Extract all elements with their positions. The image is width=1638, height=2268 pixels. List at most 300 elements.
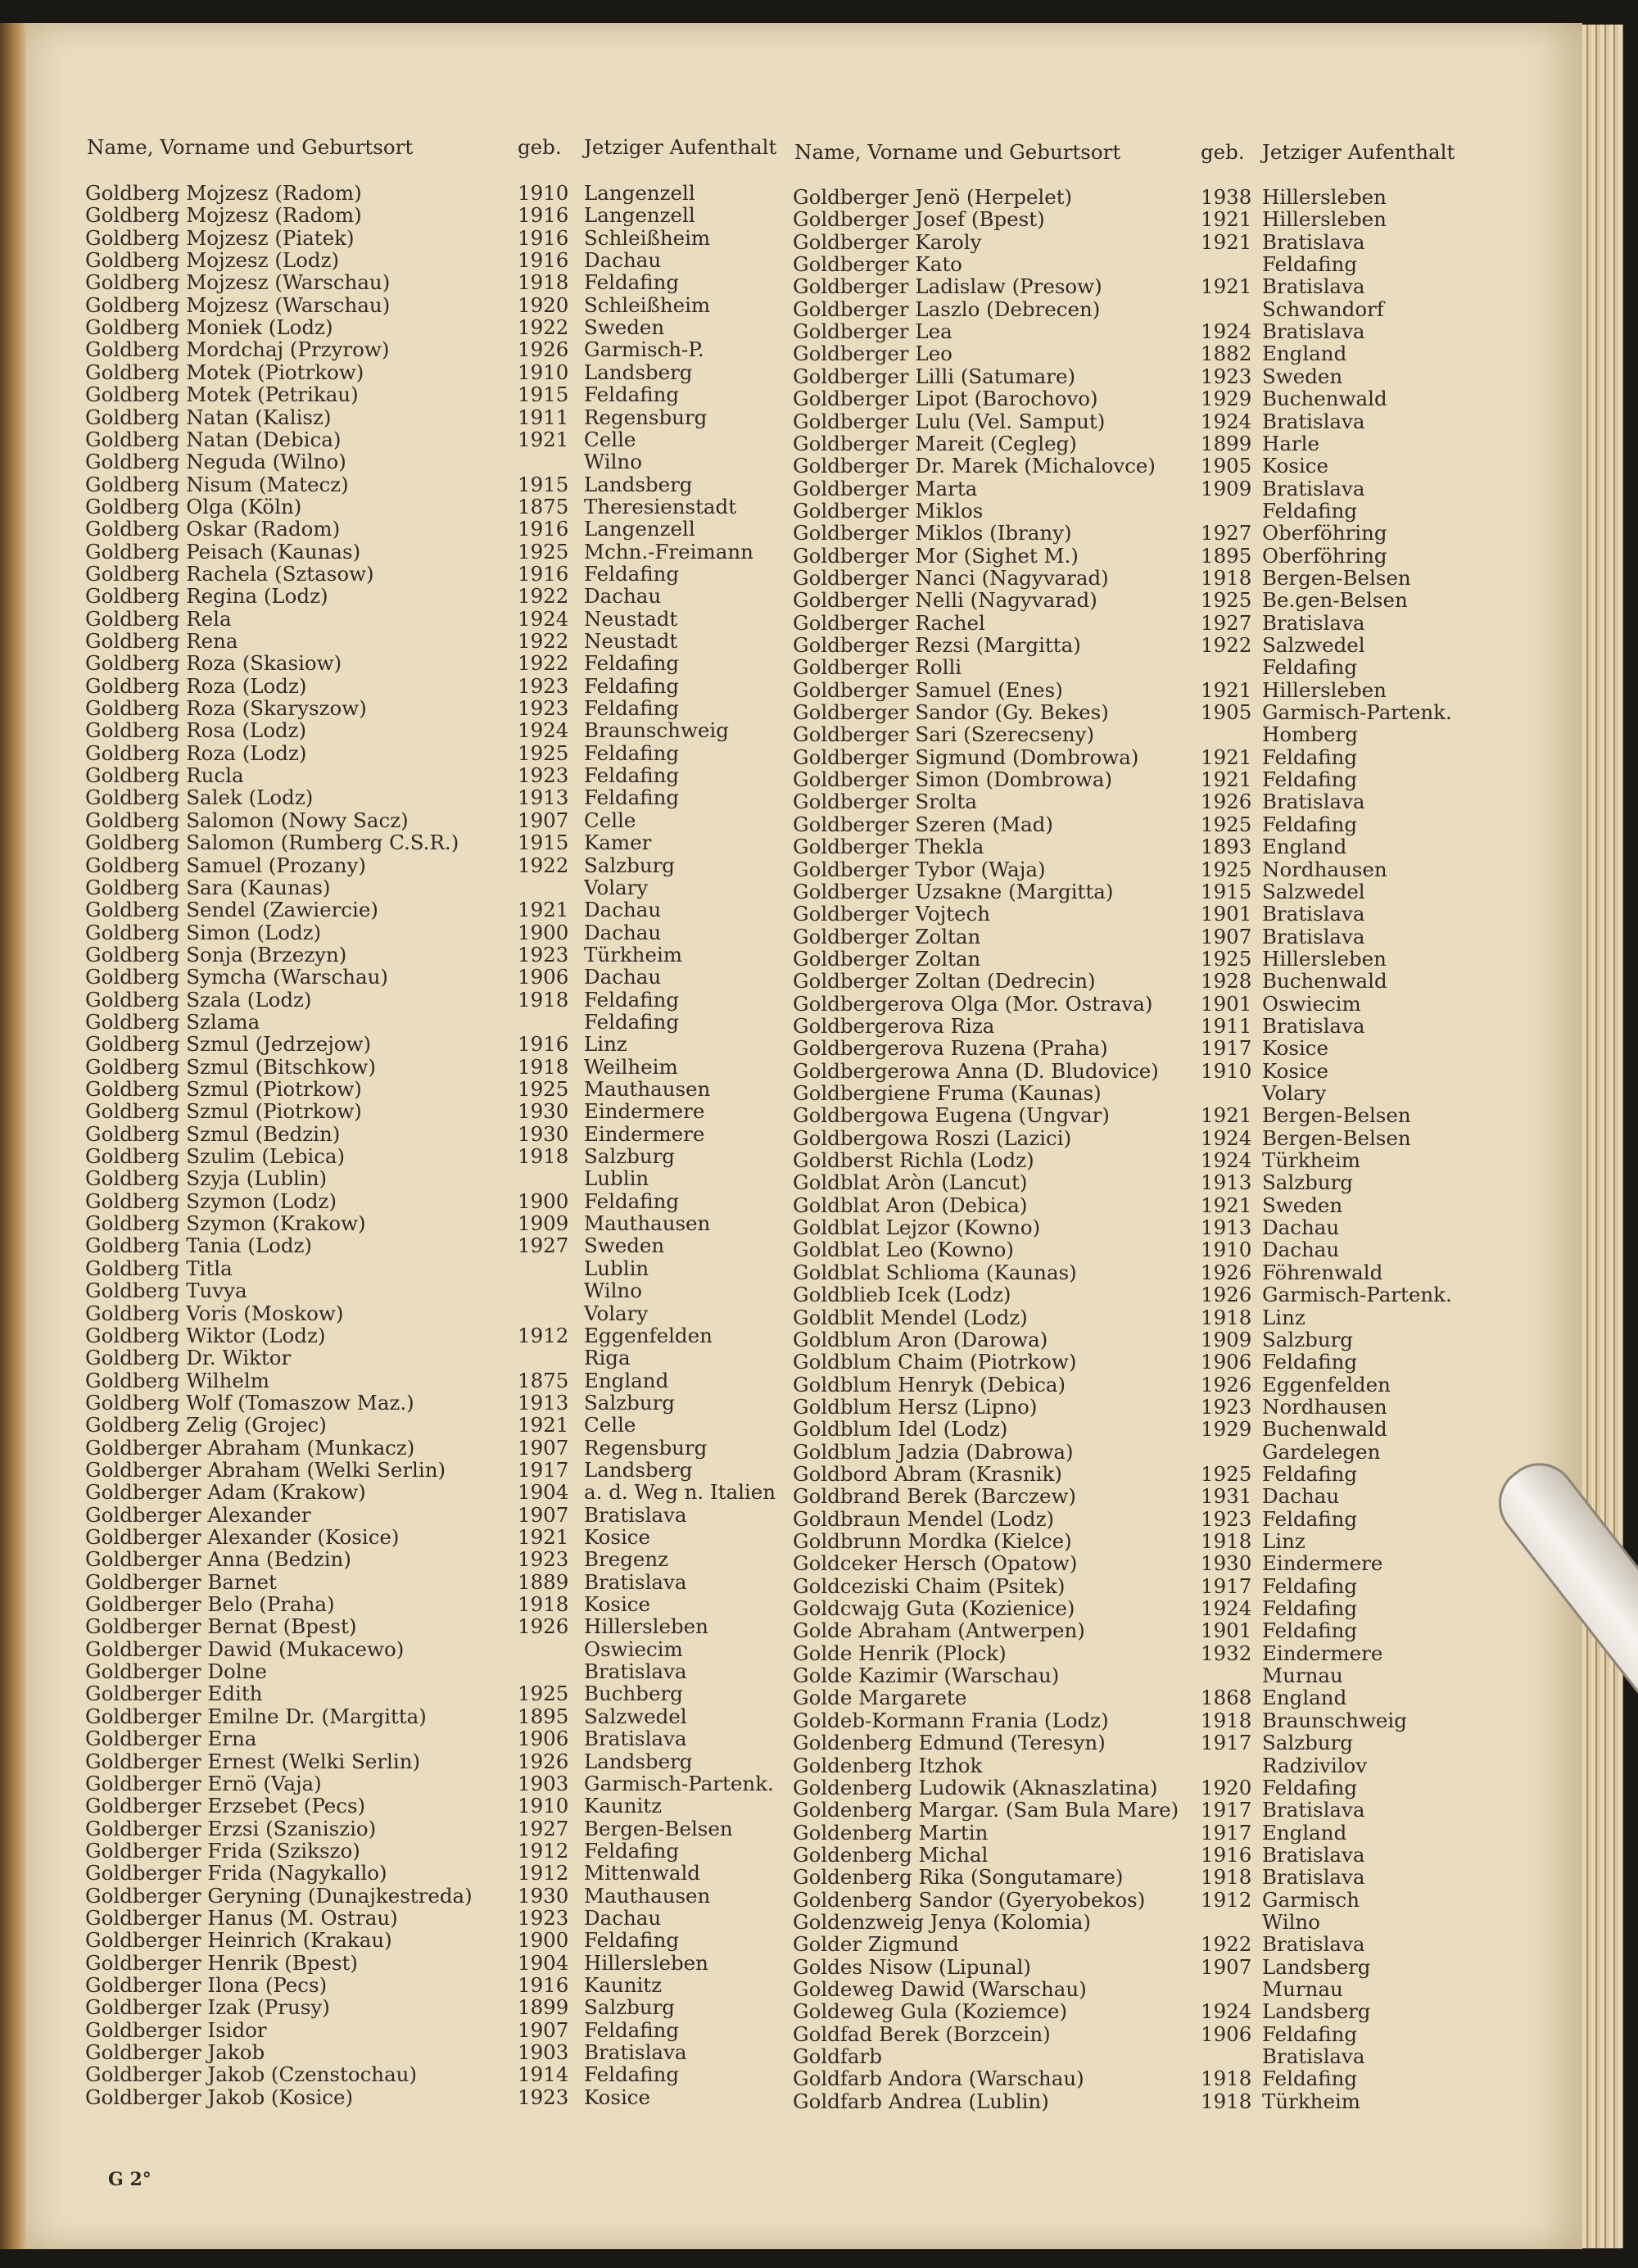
entry-name: Goldberg Peisach (Kaunas) bbox=[85, 539, 361, 564]
entry-place: Wilno bbox=[584, 1279, 642, 1303]
entry-name: Goldberger Tybor (Waja) bbox=[793, 857, 1046, 881]
entry-name: Goldblat Lejzor (Kowno) bbox=[793, 1215, 1041, 1240]
entry-name: Goldbergowa Eugena (Ungvar) bbox=[793, 1103, 1110, 1128]
entry-place: Türkheim bbox=[1262, 2089, 1361, 2113]
entry-name: Goldblum Aron (Darowa) bbox=[793, 1327, 1048, 1351]
entry-name: Goldenberg Michal bbox=[793, 1842, 989, 1867]
document-page bbox=[26, 23, 1582, 2249]
entry-place: Dachau bbox=[584, 1905, 662, 1930]
entry-place: Kosice bbox=[1262, 1036, 1329, 1061]
entry-place: Salzburg bbox=[584, 1995, 675, 2020]
entry-name: Goldberger Josef (Bpest) bbox=[793, 207, 1045, 232]
entry-place: Salzburg bbox=[584, 853, 675, 877]
entry-year: 1882 bbox=[1201, 342, 1252, 366]
entry-year: 1921 bbox=[1201, 274, 1252, 299]
entry-place: Feldafing bbox=[1262, 812, 1358, 836]
entry-year: 1900 bbox=[518, 1188, 569, 1213]
entry-year: 1901 bbox=[1201, 902, 1252, 926]
entry-place: Türkheim bbox=[1262, 1148, 1361, 1173]
entry-place: Lublin bbox=[584, 1256, 649, 1280]
entry-year: 1925 bbox=[1201, 857, 1252, 881]
entry-year: 1907 bbox=[518, 2017, 569, 2042]
entry-name: Goldberger Isidor bbox=[85, 2017, 267, 2042]
entry-name: Goldfarb Andrea (Lublin) bbox=[793, 2089, 1049, 2113]
entry-place: Feldafing bbox=[584, 1928, 680, 1953]
entry-name: Goldberg Tania (Lodz) bbox=[85, 1234, 312, 1258]
entry-name: Goldberger Geryning (Dunajkestreda) bbox=[85, 1883, 473, 1908]
entry-place: Sweden bbox=[1262, 364, 1343, 388]
entry-year: 1926 bbox=[1201, 1372, 1252, 1397]
entry-name: Goldberger Miklos bbox=[793, 498, 984, 523]
entry-year: 1906 bbox=[518, 1727, 569, 1751]
entry-name: Goldberger Abraham (Welki Serlin) bbox=[85, 1457, 446, 1482]
entry-name: Goldberger Izak (Prusy) bbox=[85, 1995, 330, 2020]
entry-place: Mauthausen bbox=[584, 1077, 711, 1101]
entry-name: Goldberger Frida (Nagykallo) bbox=[85, 1861, 387, 1885]
header-place: Jetziger Aufenthalt bbox=[1262, 140, 1455, 164]
entry-name: Goldberg Szmul (Piotrkow) bbox=[85, 1099, 362, 1124]
entry-place: Sweden bbox=[584, 315, 665, 340]
entry-place: Bratislava bbox=[1262, 274, 1365, 299]
entry-name: Goldenberg Ludowik (Aknaszlatina) bbox=[793, 1775, 1158, 1799]
entry-year: 1921 bbox=[1201, 1193, 1252, 1217]
entry-year: 1930 bbox=[518, 1099, 569, 1124]
entry-place: Linz bbox=[584, 1032, 627, 1057]
entry-year: 1916 bbox=[518, 248, 569, 273]
entry-name: Goldberg Mordchaj (Przyrow) bbox=[85, 337, 390, 362]
entry-name: Goldberger Rezsi (Margitta) bbox=[793, 633, 1081, 657]
entry-name: Goldeweg Gula (Koziemce) bbox=[793, 1999, 1068, 2024]
entry-name: Goldberst Richla (Lodz) bbox=[793, 1148, 1034, 1173]
entry-name: Goldberger Erna bbox=[85, 1727, 257, 1751]
entry-name: Goldberger Nelli (Nagyvarad) bbox=[793, 588, 1097, 613]
entry-name: Goldberg Szulim (Lebica) bbox=[85, 1144, 346, 1169]
entry-year: 1922 bbox=[518, 315, 569, 340]
entry-year: 1924 bbox=[518, 718, 569, 743]
entry-year: 1911 bbox=[1201, 1013, 1252, 1038]
entry-place: Salzburg bbox=[1262, 1327, 1353, 1351]
entry-year: 1875 bbox=[518, 1368, 569, 1392]
entry-name: Goldberger Sigmund (Dombrowa) bbox=[793, 745, 1139, 769]
entry-place: Lublin bbox=[584, 1166, 649, 1191]
entry-year: 1921 bbox=[1201, 1103, 1252, 1128]
entry-year: 1926 bbox=[1201, 790, 1252, 814]
entry-place: England bbox=[1262, 1820, 1347, 1845]
entry-year: 1921 bbox=[1201, 229, 1252, 254]
entry-name: Goldfarb Andora (Warschau) bbox=[793, 2067, 1084, 2091]
entry-year: 1895 bbox=[518, 1704, 569, 1728]
entry-year: 1921 bbox=[1201, 745, 1252, 769]
entry-year: 1913 bbox=[1201, 1215, 1252, 1240]
entry-year: 1925 bbox=[518, 1077, 569, 1101]
entry-year: 1917 bbox=[1201, 1798, 1252, 1822]
entry-place: Feldafing bbox=[584, 2017, 680, 2042]
entry-name: Goldberger Alexander bbox=[85, 1502, 311, 1527]
entry-year: 1929 bbox=[1201, 387, 1252, 411]
entry-place: Bratislava bbox=[1262, 409, 1365, 433]
entry-year: 1875 bbox=[518, 494, 569, 518]
entry-name: Goldberg Mojzesz (Radom) bbox=[85, 203, 362, 228]
entry-year: 1905 bbox=[1201, 454, 1252, 478]
entry-place: Hillersleben bbox=[1262, 677, 1387, 702]
entry-year: 1923 bbox=[1201, 1394, 1252, 1419]
entry-place: Be.gen-Belsen bbox=[1262, 588, 1408, 613]
entry-year: 1927 bbox=[518, 1234, 569, 1258]
entry-year: 1917 bbox=[1201, 1573, 1252, 1598]
entry-name: Goldberger Abraham (Munkacz) bbox=[85, 1435, 415, 1460]
entry-year: 1926 bbox=[1201, 1260, 1252, 1284]
entry-year: 1906 bbox=[1201, 1350, 1252, 1374]
entry-name: Goldberg Symcha (Warschau) bbox=[85, 965, 388, 989]
entry-year: 1922 bbox=[1201, 1932, 1252, 1957]
entry-place: Hillersleben bbox=[584, 1950, 708, 1975]
entry-name: Goldberg Mojzesz (Lodz) bbox=[85, 248, 340, 273]
entry-year: 1907 bbox=[1201, 924, 1252, 948]
entry-place: Hillersleben bbox=[1262, 946, 1387, 971]
entry-name: Goldberger Marta bbox=[793, 476, 978, 500]
entry-place: Bratislava bbox=[584, 2040, 687, 2065]
entry-year: 1913 bbox=[518, 1390, 569, 1415]
entry-year: 1910 bbox=[518, 181, 569, 205]
entry-year: 1926 bbox=[1201, 1283, 1252, 1307]
entry-name: Goldberger Miklos (Ibrany) bbox=[793, 521, 1072, 545]
page-mark: G 2° bbox=[108, 2169, 152, 2190]
entry-place: Celle bbox=[584, 808, 636, 832]
entry-year: 1924 bbox=[1201, 1148, 1252, 1173]
entry-year: 1921 bbox=[518, 1525, 569, 1549]
entry-year: 1915 bbox=[518, 472, 569, 496]
entry-place: Garmisch bbox=[1262, 1887, 1360, 1912]
entry-year: 1918 bbox=[518, 270, 569, 295]
entry-year: 1916 bbox=[518, 1973, 569, 1997]
entry-name: Goldberg Salomon (Rumberg C.S.R.) bbox=[85, 831, 459, 855]
entry-place: Wilno bbox=[1262, 1909, 1320, 1934]
entry-name: Goldbord Abram (Krasnik) bbox=[793, 1461, 1062, 1486]
entry-year: 1905 bbox=[1201, 700, 1252, 725]
entry-place: Salzburg bbox=[584, 1144, 675, 1169]
entry-place: Feldafing bbox=[584, 383, 680, 407]
entry-year: 1910 bbox=[1201, 1238, 1252, 1262]
entry-place: Kamer bbox=[584, 831, 652, 855]
entry-place: Kosice bbox=[584, 1592, 651, 1617]
entry-name: Goldberger Anna (Bedzin) bbox=[85, 1547, 351, 1572]
entry-name: Goldberger Heinrich (Krakau) bbox=[85, 1928, 392, 1953]
entry-place: England bbox=[1262, 1686, 1347, 1710]
entry-year: 1927 bbox=[518, 1816, 569, 1840]
entry-place: Dachau bbox=[584, 920, 662, 944]
entry-place: Feldafing bbox=[584, 696, 680, 721]
entry-year: 1918 bbox=[518, 1592, 569, 1617]
entry-name: Goldberg Samuel (Prozany) bbox=[85, 853, 366, 877]
entry-year: 1930 bbox=[518, 1883, 569, 1908]
entry-place: Landsberg bbox=[584, 1457, 693, 1482]
entry-name: Goldberg Szymon (Krakow) bbox=[85, 1211, 366, 1236]
entry-name: Goldberg Regina (Lodz) bbox=[85, 584, 328, 609]
entry-year: 1915 bbox=[1201, 879, 1252, 903]
entry-place: Sweden bbox=[584, 1234, 665, 1258]
entry-year: 1925 bbox=[518, 740, 569, 765]
entry-place: Feldafing bbox=[584, 1838, 680, 1863]
entry-place: Nordhausen bbox=[1262, 1394, 1387, 1419]
header-place: Jetziger Aufenthalt bbox=[584, 135, 777, 159]
entry-place: Buchenwald bbox=[1262, 387, 1387, 411]
entry-year: 1907 bbox=[1201, 1954, 1252, 1979]
entry-name: Goldenberg Edmund (Teresyn) bbox=[793, 1731, 1106, 1755]
entry-name: Goldberger Leo bbox=[793, 342, 952, 366]
entry-name: Goldberg Sara (Kaunas) bbox=[85, 875, 331, 899]
entry-name: Goldberger Lea bbox=[793, 319, 952, 344]
entry-year: 1925 bbox=[1201, 946, 1252, 971]
entry-year: 1925 bbox=[1201, 1461, 1252, 1486]
entry-place: Celle bbox=[584, 427, 636, 451]
entry-place: Feldafing bbox=[584, 561, 680, 586]
entry-name: Goldberger Sandor (Gy. Bekes) bbox=[793, 700, 1109, 725]
entry-name: Goldblum Henryk (Debica) bbox=[793, 1372, 1066, 1397]
entry-place: Feldafing bbox=[1262, 1618, 1358, 1643]
entry-year: 1893 bbox=[1201, 835, 1252, 859]
entry-name: Goldberger Thekla bbox=[793, 835, 984, 859]
entry-name: Goldberger Mareit (Cegleg) bbox=[793, 431, 1077, 455]
entry-name: Goldberger Vojtech bbox=[793, 902, 991, 926]
entry-name: Goldberger Zoltan bbox=[793, 924, 981, 948]
entry-name: Goldberger Jakob (Kosice) bbox=[85, 2085, 354, 2109]
entry-name: Goldberg Rucla bbox=[85, 763, 244, 788]
entry-name: Goldberg Sonja (Brzezyn) bbox=[85, 942, 347, 967]
entry-year: 1901 bbox=[1201, 1618, 1252, 1643]
entry-year: 1899 bbox=[518, 1995, 569, 2020]
entry-name: Goldberg Mojzesz (Radom) bbox=[85, 181, 362, 205]
entry-year: 1907 bbox=[518, 1435, 569, 1460]
entry-year: 1917 bbox=[518, 1457, 569, 1482]
entry-year: 1916 bbox=[518, 225, 569, 250]
entry-name: Golde Margarete bbox=[793, 1686, 967, 1710]
entry-name: Goldberger Szeren (Mad) bbox=[793, 812, 1053, 836]
entry-place: Langenzell bbox=[584, 181, 695, 205]
entry-name: Goldberg Simon (Lodz) bbox=[85, 920, 322, 944]
entry-place: Salzwedel bbox=[584, 1704, 687, 1728]
entry-year: 1901 bbox=[1201, 991, 1252, 1016]
entry-place: Dachau bbox=[584, 898, 662, 922]
entry-place: Bratislava bbox=[1262, 476, 1365, 500]
entry-name: Goldberg Voris (Moskow) bbox=[85, 1301, 344, 1325]
entry-place: Oswiecim bbox=[1262, 991, 1361, 1016]
entry-place: Weilheim bbox=[584, 1054, 678, 1079]
entry-name: Goldberger Alexander (Kosice) bbox=[85, 1525, 400, 1549]
entry-name: Goldberg Mojzesz (Warschau) bbox=[85, 270, 391, 295]
entry-year: 1913 bbox=[518, 785, 569, 810]
entry-year: 1920 bbox=[1201, 1775, 1252, 1799]
entry-year: 1895 bbox=[1201, 543, 1252, 568]
entry-place: Buchenwald bbox=[1262, 969, 1387, 994]
entry-name: Goldberger Karoly bbox=[793, 229, 982, 254]
entry-name: Goldberger Rolli bbox=[793, 655, 962, 680]
entry-place: England bbox=[584, 1368, 669, 1392]
entry-name: Goldblit Mendel (Lodz) bbox=[793, 1305, 1028, 1329]
entry-place: Bratislava bbox=[1262, 790, 1365, 814]
entry-name: Goldenberg Rika (Songutamare) bbox=[793, 1865, 1124, 1890]
entry-year: 1921 bbox=[1201, 207, 1252, 232]
entry-place: Bratislava bbox=[584, 1659, 687, 1684]
entry-year: 1931 bbox=[1201, 1484, 1252, 1509]
entry-place: Volary bbox=[584, 1301, 649, 1325]
entry-name: Goldblum Jadzia (Dabrowa) bbox=[793, 1439, 1074, 1464]
entry-name: Golde Kazimir (Warschau) bbox=[793, 1664, 1060, 1688]
entry-name: Goldberg Motek (Petrikau) bbox=[85, 383, 359, 407]
entry-place: Langenzell bbox=[584, 517, 695, 541]
entry-year: 1924 bbox=[1201, 409, 1252, 433]
entry-place: Bratislava bbox=[1262, 1013, 1365, 1038]
entry-place: England bbox=[1262, 342, 1347, 366]
entry-place: Eggenfelden bbox=[1262, 1372, 1391, 1397]
header-name: Name, Vorname und Geburtsort bbox=[794, 140, 1121, 164]
entry-name: Goldberger Erzsi (Szaniszio) bbox=[85, 1816, 377, 1840]
entry-place: Feldafing bbox=[584, 1188, 680, 1213]
entry-place: Mauthausen bbox=[584, 1883, 711, 1908]
header-year: geb. bbox=[518, 135, 562, 159]
entry-year: 1924 bbox=[1201, 1125, 1252, 1150]
entry-place: Mauthausen bbox=[584, 1211, 711, 1236]
entry-name: Goldcwajg Guta (Kozienice) bbox=[793, 1596, 1075, 1621]
entry-place: Feldafing bbox=[584, 270, 680, 295]
entry-place: Kosice bbox=[1262, 1058, 1329, 1083]
entry-place: Salzburg bbox=[584, 1390, 675, 1415]
entry-place: Salzwedel bbox=[1262, 633, 1365, 657]
entry-year: 1918 bbox=[1201, 1708, 1252, 1732]
entry-place: Feldafing bbox=[1262, 1775, 1358, 1799]
entry-place: Eindermere bbox=[584, 1099, 705, 1124]
entry-place: Buchberg bbox=[584, 1682, 683, 1706]
entry-name: Goldberg Moniek (Lodz) bbox=[85, 315, 333, 340]
entry-year: 1909 bbox=[1201, 1327, 1252, 1351]
entry-name: Goldberg Mojzesz (Warschau) bbox=[85, 292, 391, 317]
entry-year: 1923 bbox=[518, 942, 569, 967]
entry-place: Sweden bbox=[1262, 1193, 1343, 1217]
entry-name: Goldberger Dawid (Mukacewo) bbox=[85, 1636, 405, 1661]
entry-name: Goldberg Natan (Kalisz) bbox=[85, 405, 332, 429]
entry-place: Kaunitz bbox=[584, 1794, 663, 1818]
entry-place: Feldafing bbox=[584, 740, 680, 765]
entry-place: Oberföhring bbox=[1262, 543, 1387, 568]
entry-name: Goldberg Roza (Skasiow) bbox=[85, 651, 342, 676]
entry-name: Goldberg Rela bbox=[85, 606, 232, 631]
entry-name: Goldblum Idel (Lodz) bbox=[793, 1417, 1008, 1442]
entry-year: 1904 bbox=[518, 1480, 569, 1505]
entry-year: 1926 bbox=[518, 1749, 569, 1773]
entry-place: Feldafing bbox=[1262, 655, 1358, 680]
entry-place: Landsberg bbox=[1262, 1954, 1371, 1979]
entry-name: Goldberger Hanus (M. Ostrau) bbox=[85, 1905, 398, 1930]
entry-year: 1918 bbox=[518, 1054, 569, 1079]
entry-year: 1918 bbox=[518, 987, 569, 1012]
entry-place: Feldafing bbox=[1262, 1506, 1358, 1531]
entry-place: Bratislava bbox=[584, 1727, 687, 1751]
entry-name: Goldberger Jenö (Herpelet) bbox=[793, 185, 1073, 209]
entry-year: 1900 bbox=[518, 1928, 569, 1953]
entry-name: Goldblum Hersz (Lipno) bbox=[793, 1394, 1038, 1419]
entry-place: Kosice bbox=[1262, 454, 1329, 478]
entry-name: Goldberg Titla bbox=[85, 1256, 233, 1280]
entry-place: Volary bbox=[1262, 1081, 1327, 1105]
entry-year: 1920 bbox=[518, 292, 569, 317]
entry-name: Goldceziski Chaim (Psitek) bbox=[793, 1573, 1066, 1598]
entry-place: Bratislava bbox=[1262, 2044, 1365, 2069]
entry-name: Goldberger Ilona (Pecs) bbox=[85, 1973, 328, 1997]
entry-place: Gardelegen bbox=[1262, 1439, 1381, 1464]
entry-place: Kosice bbox=[584, 1525, 651, 1549]
entry-place: Braunschweig bbox=[1262, 1708, 1407, 1732]
entry-name: Goldberger Lulu (Vel. Samput) bbox=[793, 409, 1106, 433]
entry-place: Landsberg bbox=[584, 1749, 693, 1773]
entry-place: Langenzell bbox=[584, 203, 695, 228]
entry-name: Goldberger Nanci (Nagyvarad) bbox=[793, 565, 1109, 590]
entry-year: 1906 bbox=[518, 965, 569, 989]
entry-year: 1923 bbox=[1201, 364, 1252, 388]
entry-name: Goldberger Bernat (Bpest) bbox=[85, 1614, 357, 1639]
entry-name: Goldberg Rena bbox=[85, 629, 238, 653]
entry-name: Goldeb-Kormann Frania (Lodz) bbox=[793, 1708, 1109, 1732]
entry-place: Feldafing bbox=[1262, 2021, 1358, 2046]
entry-place: Feldafing bbox=[1262, 252, 1358, 277]
entry-name: Goldberg Szmul (Bedzin) bbox=[85, 1121, 341, 1146]
entry-year: 1918 bbox=[1201, 1305, 1252, 1329]
entry-name: Goldberg Szymon (Lodz) bbox=[85, 1188, 337, 1213]
entry-name: Goldfad Berek (Borzcein) bbox=[793, 2021, 1051, 2046]
entry-year: 1923 bbox=[518, 1547, 569, 1572]
entry-name: Goldes Nisow (Lipunal) bbox=[793, 1954, 1031, 1979]
entry-name: Goldbergiene Fruma (Kaunas) bbox=[793, 1081, 1102, 1105]
entry-name: Goldblieb Icek (Lodz) bbox=[793, 1283, 1011, 1307]
entry-name: Goldberg Sendel (Zawiercie) bbox=[85, 898, 378, 922]
entry-year: 1907 bbox=[518, 1502, 569, 1527]
entry-name: Goldberger Emilne Dr. (Margitta) bbox=[85, 1704, 427, 1728]
entry-place: Salzburg bbox=[1262, 1170, 1353, 1195]
entry-name: Goldberg Szyja (Lublin) bbox=[85, 1166, 328, 1191]
entry-year: 1921 bbox=[1201, 767, 1252, 792]
entry-name: Goldberger Lipot (Barochovo) bbox=[793, 387, 1098, 411]
entry-year: 1911 bbox=[518, 405, 569, 429]
entry-place: Türkheim bbox=[584, 942, 683, 967]
entry-place: Nordhausen bbox=[1262, 857, 1387, 881]
entry-year: 1938 bbox=[1201, 185, 1252, 209]
entry-year: 1907 bbox=[518, 808, 569, 832]
entry-year: 1925 bbox=[1201, 588, 1252, 613]
entry-name: Goldberg Natan (Debica) bbox=[85, 427, 342, 451]
entry-name: Goldberg Zelig (Grojec) bbox=[85, 1413, 327, 1437]
entry-place: Bratislava bbox=[1262, 229, 1365, 254]
entry-name: Goldberger Frida (Szikszo) bbox=[85, 1838, 360, 1863]
entry-year: 1921 bbox=[1201, 677, 1252, 702]
entry-year: 1912 bbox=[518, 1861, 569, 1885]
entry-year: 1923 bbox=[518, 2085, 569, 2109]
entry-place: Harle bbox=[1262, 431, 1320, 455]
entry-place: Dachau bbox=[1262, 1215, 1340, 1240]
entry-year: 1918 bbox=[518, 1144, 569, 1169]
entry-name: Goldberger Ernest (Welki Serlin) bbox=[85, 1749, 421, 1773]
entry-name: Goldberger Srolta bbox=[793, 790, 977, 814]
entry-name: Goldberger Zoltan (Dedrecin) bbox=[793, 969, 1096, 994]
entry-year: 1923 bbox=[518, 696, 569, 721]
entry-year: 1906 bbox=[1201, 2021, 1252, 2046]
entry-place: Theresienstadt bbox=[584, 494, 737, 518]
entry-place: Bregenz bbox=[584, 1547, 669, 1572]
entry-year: 1904 bbox=[518, 1950, 569, 1975]
entry-year: 1912 bbox=[518, 1323, 569, 1347]
entry-place: Linz bbox=[1262, 1305, 1305, 1329]
entry-place: Mittenwald bbox=[584, 1861, 700, 1885]
entry-year: 1918 bbox=[1201, 2067, 1252, 2091]
entry-name: Goldberg Szmul (Piotrkow) bbox=[85, 1077, 362, 1101]
entry-place: Feldafing bbox=[584, 785, 680, 810]
